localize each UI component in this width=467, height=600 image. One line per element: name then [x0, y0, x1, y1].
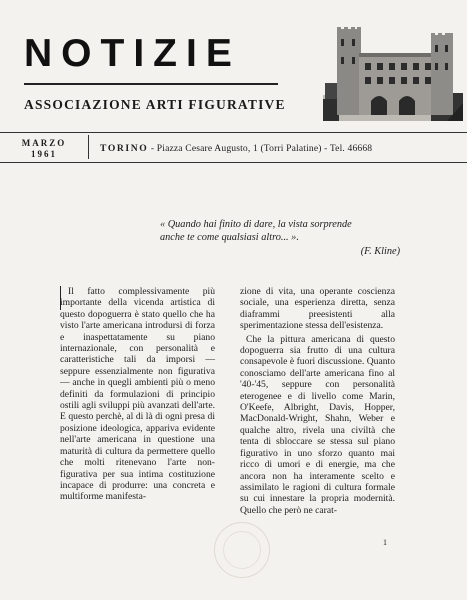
issue-year: 1961: [31, 149, 57, 159]
page-number: 1: [383, 538, 387, 547]
epigraph-author: (F. Kline): [360, 246, 400, 257]
address-city: TORINO: [100, 143, 149, 154]
article-column-left: [60, 286, 215, 505]
torri-palatine-photo: [323, 25, 463, 121]
address-line: [100, 143, 372, 154]
article-column-right: [240, 286, 395, 518]
epigraph: [160, 218, 400, 258]
issue-month: MARZO: [21, 138, 67, 148]
header-bar-bottom-rule: [0, 162, 467, 163]
article-paragraph: Il fatto complessivamente più importante della vicenda artistica di questo dopoguerra è stato quello che ha visto l'arte americana introdursi di forza e inaspettatamente su piano internazionale, con personalità e caratteristiche tali da imporsi — seppure essenzialmente non figurativa — anche in quegli ambienti più o meno definiti da formulazioni di principio ostili agli sviluppi più avanzati dell'arte. E questo perchè, al di là di ogni presa di posizione ideologica, appariva evidente nell'arte americana in questione una maturità di cultura da permettere quello che molti ritenevano l'arte non-figurativa per sua intima costituzione incapace di produrre: una concreta e multiforme manifesta-: [60, 286, 215, 503]
masthead-subtitle: ASSOCIAZIONE ARTI FIGURATIVE: [24, 97, 286, 112]
article-paragraph: Che la pittura americana di questo dopoguerra sia frutto di una cultura consapevole è fuori discussione. Quanto conosciamo dell'arte americana fino al '40-'45, seppure con personalità eterogenee e di livello come Marin, O'Keefe, Albright, Davis, Hopper, MacDonald-Wright, Shahn, Weber e qualche altro, rivela una civiltà che tenta di sbloccare se stessa sul piano figurativo in uno sforzo quanto mai ricco di umori e di energie, ma che ancora non ha interamente scelto e assimilato le ragioni di cultura formale su cui innestare la propria modernità. Quello che però ne carat-: [240, 333, 395, 516]
article-paragraph: zione di vita, una operante coscienza sociale, una esperienza diretta, senza diaframmi preesistenti alla sperimentazione stessa dell'esistenza.: [240, 286, 395, 332]
masthead-rule: [24, 83, 278, 85]
header-bar-top-rule: [0, 132, 467, 133]
epigraph-quote-line-2: anche te come qualsiasi altro... ».: [160, 232, 299, 243]
masthead-title: NOTIZIE: [24, 32, 241, 75]
epigraph-quote-line-1: « Quando hai finito di dare, la vista sorprende: [160, 219, 352, 230]
address-details: - Piazza Cesare Augusto, 1 (Torri Palatine) - Tel. 46668: [148, 143, 373, 154]
header-bar-divider: [88, 135, 89, 159]
faint-stamp: [214, 522, 270, 578]
